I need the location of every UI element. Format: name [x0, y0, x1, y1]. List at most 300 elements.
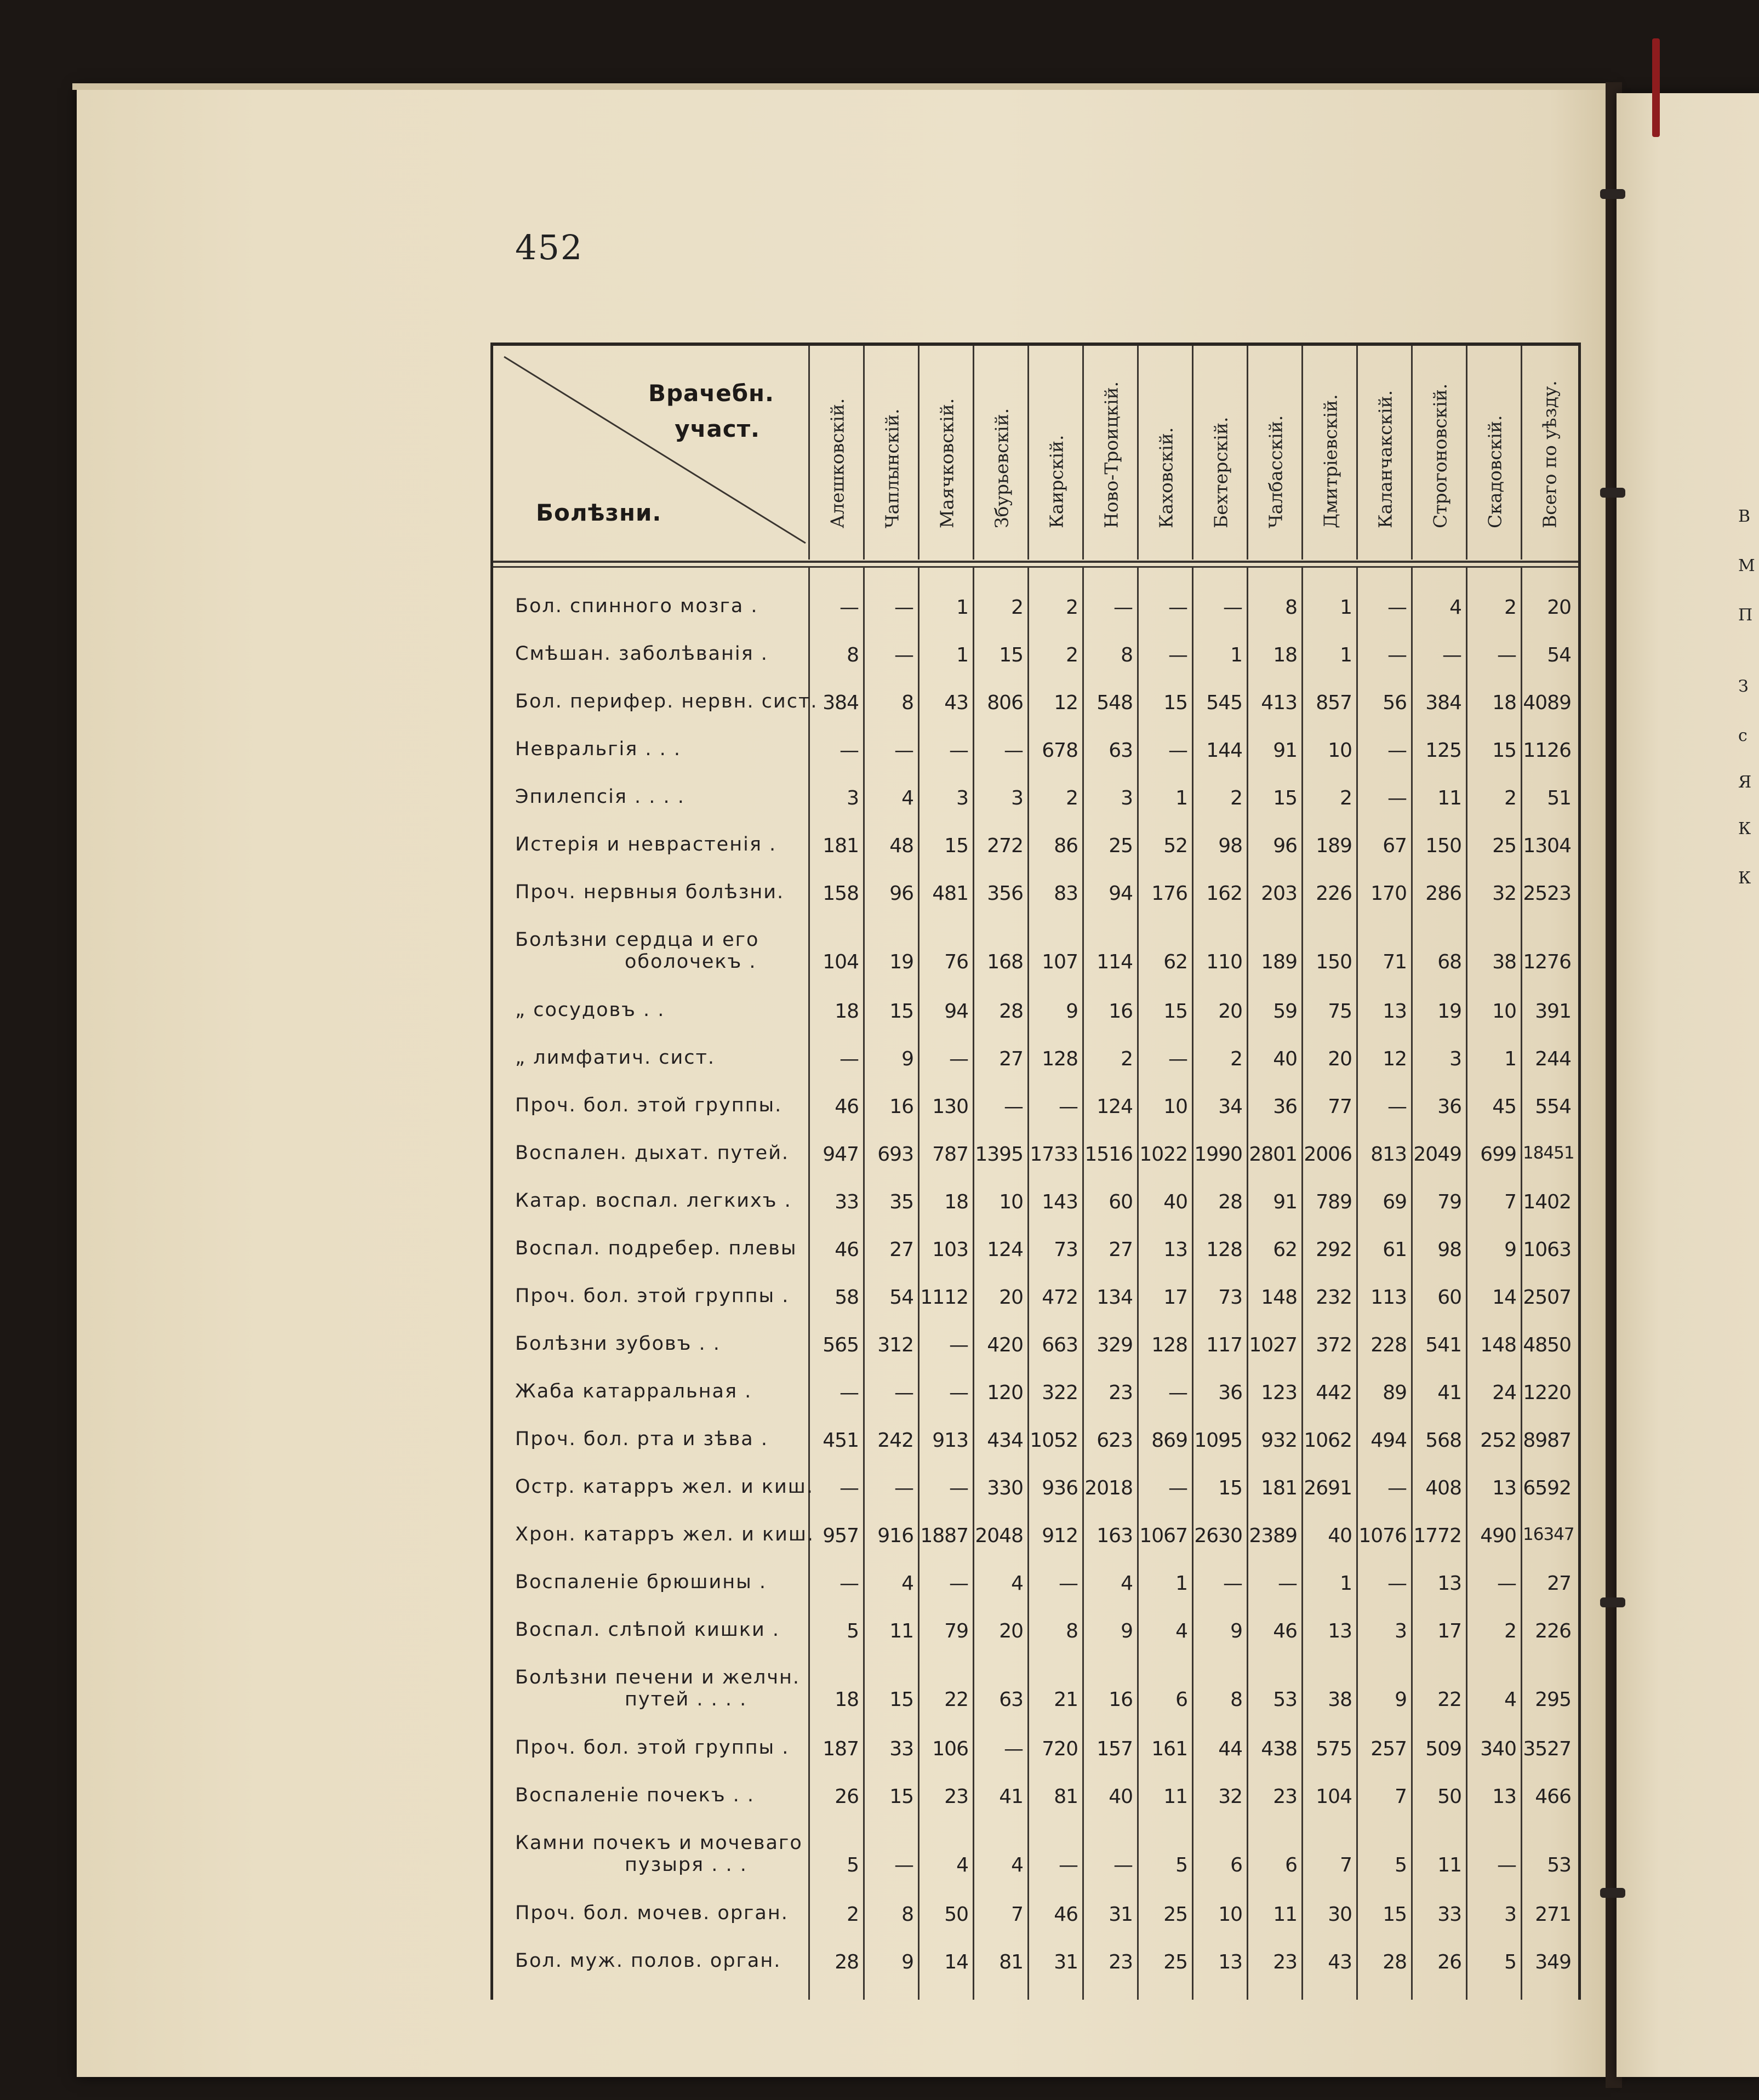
- table-cell: 117: [1206, 1334, 1242, 1356]
- table-cell: 125: [1425, 739, 1461, 762]
- table-cell: 8: [1230, 1688, 1242, 1711]
- table-cell: 16: [1109, 1688, 1133, 1711]
- table-cell: 163: [1096, 1525, 1133, 1547]
- table-cell: 27: [1109, 1239, 1133, 1261]
- table-row: [493, 1470, 1578, 1518]
- table-cell: 33: [1437, 1903, 1461, 1926]
- column-header: [1137, 346, 1193, 560]
- table-cell: —: [1223, 1572, 1242, 1595]
- table-cell: 56: [1383, 692, 1407, 714]
- table-cell: 94: [1109, 882, 1133, 905]
- row-label: [515, 834, 800, 855]
- table-cell: 10: [1492, 1000, 1516, 1023]
- row-label: [515, 691, 818, 712]
- table-cell: 23: [1273, 1785, 1297, 1808]
- table-cell: 48: [889, 835, 913, 857]
- table-cell: 2: [1340, 787, 1352, 809]
- table-cell: 38: [1328, 1688, 1352, 1711]
- table-cell: 86: [1054, 835, 1078, 857]
- table-cell: 107: [1042, 951, 1078, 973]
- table-cell: 257: [1370, 1738, 1407, 1760]
- table-cell: 7: [1504, 1191, 1516, 1213]
- column-header-label: Бехтерскій.: [1210, 416, 1232, 528]
- column-header-label: Чаплынскій.: [881, 408, 903, 528]
- table-cell: 13: [1328, 1620, 1352, 1642]
- table-row: [493, 637, 1578, 685]
- table-cell: 43: [944, 692, 968, 714]
- table-cell: 242: [877, 1429, 913, 1452]
- table-cell: 5: [847, 1620, 859, 1642]
- table-cell: 957: [823, 1525, 859, 1547]
- table-cell: 91: [1273, 739, 1297, 762]
- row-label-line: Невральгія . . .: [515, 738, 682, 760]
- table-cell: 157: [1096, 1738, 1133, 1760]
- table-cell: 813: [1370, 1143, 1407, 1166]
- row-label-line: Воспал. подребер. плевы: [515, 1237, 797, 1259]
- table-cell: 17: [1437, 1620, 1461, 1642]
- table-row: [493, 1232, 1578, 1280]
- row-label-line: Болѣзни сердца и его: [515, 929, 759, 951]
- corner-diagonal-line: [493, 346, 808, 560]
- row-label-line: Проч. бол. рта и зѣва .: [515, 1428, 769, 1450]
- table-cell: 23: [1273, 1951, 1297, 1973]
- table-cell: 52: [1163, 835, 1187, 857]
- table-cell: 9: [901, 1951, 913, 1973]
- table-cell: 384: [823, 692, 859, 714]
- table-cell: 13: [1437, 1572, 1461, 1595]
- table-cell: 25: [1492, 835, 1516, 857]
- table-cell: 15: [1218, 1477, 1242, 1499]
- row-label: [515, 1285, 800, 1307]
- table-cell: 1304: [1523, 835, 1571, 857]
- binding-clip: [1600, 1597, 1625, 1607]
- table-cell: —: [1387, 787, 1407, 809]
- table-cell: 4: [901, 787, 913, 809]
- table-cell: 113: [1370, 1286, 1407, 1309]
- table-row: [493, 876, 1578, 923]
- table-cell: 481: [932, 882, 968, 905]
- table-cell: —: [839, 1048, 859, 1070]
- table-cell: 4850: [1523, 1334, 1571, 1356]
- table-cell: —: [1497, 644, 1516, 666]
- table-cell: 7: [1340, 1854, 1352, 1876]
- right-page-letter: П: [1738, 606, 1753, 625]
- table-cell: —: [1278, 1572, 1297, 1595]
- table-cell: 76: [944, 951, 968, 973]
- table-cell: 77: [1328, 1095, 1352, 1118]
- table-cell: 8: [901, 1903, 913, 1926]
- table-cell: 130: [932, 1095, 968, 1118]
- table-row: [493, 1327, 1578, 1375]
- table-cell: 1: [1175, 787, 1187, 809]
- table-cell: 1: [1340, 596, 1352, 619]
- table-cell: 286: [1425, 882, 1461, 905]
- table-cell: 106: [932, 1738, 968, 1760]
- column-header: [918, 346, 974, 560]
- table-cell: 3527: [1523, 1738, 1571, 1760]
- row-label-line: Проч. бол. этой группы .: [515, 1737, 790, 1759]
- table-cell: —: [839, 596, 859, 619]
- table-cell: 60: [1109, 1191, 1133, 1213]
- table-cell: 50: [1437, 1785, 1461, 1808]
- table-row: [493, 1518, 1578, 1566]
- table-cell: 11: [1273, 1903, 1297, 1926]
- table-cell: 494: [1370, 1429, 1407, 1452]
- table-cell: 312: [877, 1334, 913, 1356]
- row-label: [515, 1571, 800, 1593]
- table-cell: 1063: [1523, 1239, 1571, 1261]
- row-label: [515, 643, 800, 665]
- table-cell: 23: [944, 1785, 968, 1808]
- table-cell: 322: [1042, 1382, 1078, 1404]
- table-cell: 8: [1121, 644, 1133, 666]
- table-cell: 509: [1425, 1738, 1461, 1760]
- table-cell: 3: [847, 787, 859, 809]
- table-cell: —: [1059, 1572, 1078, 1595]
- table-cell: 150: [1316, 951, 1352, 973]
- row-label: [515, 1428, 800, 1450]
- binding-clip: [1600, 1888, 1625, 1898]
- table-cell: 128: [1042, 1048, 1078, 1070]
- table-cell: 16: [1109, 1000, 1133, 1023]
- table-cell: 62: [1273, 1239, 1297, 1261]
- table-row: [493, 1041, 1578, 1089]
- table-cell: 11: [1437, 1854, 1461, 1876]
- table-row: [493, 1280, 1578, 1327]
- row-label-line: Остр. катарръ жел. и киш.: [515, 1476, 814, 1498]
- table-cell: 46: [1273, 1620, 1297, 1642]
- table-cell: 4: [1011, 1572, 1023, 1595]
- table-cell: 67: [1383, 835, 1407, 857]
- table-cell: 2: [847, 1903, 859, 1926]
- table-cell: 73: [1218, 1286, 1242, 1309]
- table-cell: 40: [1109, 1785, 1133, 1808]
- table-cell: 1027: [1249, 1334, 1297, 1356]
- table-cell: 1022: [1139, 1143, 1187, 1166]
- table-cell: 98: [1218, 835, 1242, 857]
- table-cell: 1: [956, 644, 968, 666]
- table-cell: 71: [1383, 951, 1407, 973]
- table-cell: 2: [1230, 787, 1242, 809]
- table-cell: 18: [1492, 692, 1516, 714]
- table-cell: —: [894, 644, 913, 666]
- table-cell: 128: [1206, 1239, 1242, 1261]
- table-cell: 472: [1042, 1286, 1078, 1309]
- table-cell: 15: [889, 1688, 913, 1711]
- row-label-line: Бол. муж. полов. орган.: [515, 1950, 781, 1972]
- table-cell: 1: [1504, 1048, 1516, 1070]
- table-cell: 4: [1504, 1688, 1516, 1711]
- table-cell: 2006: [1304, 1143, 1352, 1166]
- table-cell: —: [1387, 644, 1407, 666]
- table-cell: 181: [823, 835, 859, 857]
- row-label-line: Истерія и неврастенія .: [515, 834, 777, 855]
- table-cell: 408: [1425, 1477, 1461, 1499]
- table-cell: 9: [1230, 1620, 1242, 1642]
- table-cell: 5: [1395, 1854, 1407, 1876]
- column-header-label: Алешковскій.: [826, 398, 848, 528]
- table-cell: 79: [1437, 1191, 1461, 1213]
- table-cell: 2: [1066, 787, 1078, 809]
- table-cell: —: [949, 1334, 968, 1356]
- table-cell: 63: [1109, 739, 1133, 762]
- row-label: [515, 1190, 800, 1212]
- row-label-line: Камни почекъ и мочеваго: [515, 1832, 803, 1854]
- table-cell: 176: [1151, 882, 1187, 905]
- table-cell: 94: [944, 1000, 968, 1023]
- table-cell: 20: [1218, 1000, 1242, 1023]
- right-page-letter: с: [1738, 726, 1747, 745]
- table-cell: 44: [1218, 1738, 1242, 1760]
- table-cell: —: [839, 1382, 859, 1404]
- row-label-line: Катар. воспал. легкихъ .: [515, 1190, 792, 1212]
- table-cell: 434: [987, 1429, 1023, 1452]
- table-cell: 232: [1316, 1286, 1352, 1309]
- table-cell: 15: [944, 835, 968, 857]
- table-cell: 10: [999, 1191, 1023, 1213]
- table-cell: 170: [1370, 882, 1407, 905]
- table-cell: 33: [889, 1738, 913, 1760]
- table-cell: 271: [1535, 1903, 1571, 1926]
- table-cell: 36: [1437, 1095, 1461, 1118]
- table-cell: 23: [1109, 1951, 1133, 1973]
- table-cell: 1052: [1030, 1429, 1078, 1452]
- table-cell: 40: [1273, 1048, 1297, 1070]
- table-cell: 168: [987, 951, 1023, 973]
- table-cell: 8: [847, 644, 859, 666]
- table-row: [493, 733, 1578, 780]
- row-label-line: Болѣзни зубовъ . .: [515, 1333, 721, 1355]
- row-label-line: „ лимфатич. сист.: [515, 1047, 715, 1069]
- table-cell: 162: [1206, 882, 1242, 905]
- table-cell: 40: [1163, 1191, 1187, 1213]
- table-cell: 13: [1492, 1477, 1516, 1499]
- table-cell: 41: [999, 1785, 1023, 1808]
- table-cell: 18451: [1523, 1143, 1574, 1163]
- row-label: [515, 881, 800, 903]
- table-cell: 73: [1054, 1239, 1078, 1261]
- table-cell: —: [949, 1477, 968, 1499]
- row-label: [515, 1667, 800, 1710]
- table-cell: 50: [944, 1903, 968, 1926]
- table-cell: 41: [1437, 1382, 1461, 1404]
- table-cell: —: [1113, 1854, 1133, 1876]
- table-cell: —: [1387, 739, 1407, 762]
- table-cell: 38: [1492, 951, 1516, 973]
- table-cell: —: [1387, 596, 1407, 619]
- table-row: [493, 1137, 1578, 1184]
- table-cell: 15: [889, 1785, 913, 1808]
- table-cell: 20: [999, 1620, 1023, 1642]
- table-cell: 568: [1425, 1429, 1461, 1452]
- corner-label-diseases: Болѣзни.: [536, 499, 662, 526]
- table-cell: 2523: [1523, 882, 1571, 905]
- table-cell: 2: [1230, 1048, 1242, 1070]
- table-cell: 15: [1163, 1000, 1187, 1023]
- row-label: [515, 999, 800, 1021]
- table-cell: —: [949, 739, 968, 762]
- row-label-line-2: путей . . . .: [625, 1688, 747, 1710]
- row-label-line: Воспаленіе почекъ . .: [515, 1784, 755, 1806]
- table-cell: —: [894, 1477, 913, 1499]
- table-cell: —: [949, 1382, 968, 1404]
- table-cell: 226: [1535, 1620, 1571, 1642]
- table-cell: 5: [847, 1854, 859, 1876]
- table-cell: 18: [1273, 644, 1297, 666]
- table-cell: 81: [999, 1951, 1023, 1973]
- table-cell: 13: [1218, 1951, 1242, 1973]
- row-label-line: Проч. бол. этой группы.: [515, 1094, 783, 1116]
- row-label: [515, 1737, 800, 1759]
- table-cell: 693: [877, 1143, 913, 1166]
- table-cell: 14: [1492, 1286, 1516, 1309]
- table-cell: 7: [1011, 1903, 1023, 1926]
- table-cell: —: [1059, 1095, 1078, 1118]
- table-cell: 2630: [1194, 1525, 1242, 1547]
- column-header: [973, 346, 1029, 560]
- column-header-label: Чалбасскій.: [1265, 415, 1287, 528]
- table-cell: 1220: [1523, 1382, 1571, 1404]
- table-cell: 23: [1109, 1382, 1133, 1404]
- table-cell: 936: [1042, 1477, 1078, 1499]
- table-cell: —: [839, 1572, 859, 1595]
- table-row: [493, 1423, 1578, 1470]
- table-cell: 150: [1425, 835, 1461, 857]
- table-cell: 391: [1535, 1000, 1571, 1023]
- column-header: [1082, 346, 1139, 560]
- table-cell: 1095: [1194, 1429, 1242, 1452]
- table-cell: 181: [1261, 1477, 1297, 1499]
- table-cell: 9: [1504, 1239, 1516, 1261]
- column-header: [1192, 346, 1248, 560]
- table-cell: 25: [1163, 1903, 1187, 1926]
- table-cell: 21: [1054, 1688, 1078, 1711]
- table-cell: 1067: [1139, 1525, 1187, 1547]
- table-cell: 31: [1054, 1951, 1078, 1973]
- table-cell: 11: [1437, 787, 1461, 809]
- table-cell: 857: [1316, 692, 1352, 714]
- table-cell: 103: [932, 1239, 968, 1261]
- table-cell: 1: [1340, 644, 1352, 666]
- table-row: [493, 1779, 1578, 1827]
- table-cell: 869: [1151, 1429, 1187, 1452]
- table-cell: 13: [1492, 1785, 1516, 1808]
- table-row: [493, 780, 1578, 828]
- table-cell: 75: [1328, 1000, 1352, 1023]
- table-cell: 36: [1273, 1095, 1297, 1118]
- table-cell: 161: [1151, 1738, 1187, 1760]
- table-cell: 384: [1425, 692, 1461, 714]
- row-label-line: Болѣзни печени и желчн.: [515, 1667, 801, 1688]
- table-cell: 30: [1328, 1903, 1352, 1926]
- table-cell: 272: [987, 835, 1023, 857]
- table-cell: 53: [1547, 1854, 1571, 1876]
- table-row: [493, 1731, 1578, 1779]
- row-label-line: Хрон. катарръ жел. и киш.: [515, 1523, 815, 1545]
- table-cell: 46: [1054, 1903, 1078, 1926]
- table-cell: —: [839, 1477, 859, 1499]
- right-page-letter: Я: [1738, 773, 1752, 792]
- column-header-label: Всего по уѣзду.: [1539, 380, 1561, 528]
- row-label: [515, 1832, 803, 1876]
- table-cell: 340: [1480, 1738, 1516, 1760]
- table-cell: 2049: [1413, 1143, 1461, 1166]
- row-label-line: Бол. перифер. нервн. сист.: [515, 691, 818, 712]
- row-label: [515, 738, 800, 760]
- table-cell: 554: [1535, 1095, 1571, 1118]
- table-cell: 110: [1206, 951, 1242, 973]
- table-cell: 34: [1218, 1095, 1242, 1118]
- table-cell: —: [1497, 1572, 1516, 1595]
- binding-clip: [1600, 488, 1625, 498]
- table-cell: 3: [1449, 1048, 1461, 1070]
- table-cell: —: [1004, 1095, 1023, 1118]
- row-label-line-2: оболочекъ .: [625, 951, 757, 973]
- table-row: [493, 1827, 1578, 1897]
- table-cell: 20: [999, 1286, 1023, 1309]
- row-label-line: Жаба катарральная .: [515, 1380, 752, 1402]
- table-cell: 25: [1163, 1951, 1187, 1973]
- table-cell: 2048: [975, 1525, 1023, 1547]
- table-cell: 104: [1316, 1785, 1352, 1808]
- table-cell: 1276: [1523, 951, 1571, 973]
- table-cell: 3: [1395, 1620, 1407, 1642]
- table-cell: 96: [1273, 835, 1297, 857]
- table-cell: —: [1387, 1572, 1407, 1595]
- table-cell: 292: [1316, 1239, 1352, 1261]
- column-header: [1247, 346, 1303, 560]
- table-cell: 17: [1163, 1286, 1187, 1309]
- table-cell: 46: [835, 1239, 859, 1261]
- column-header-label: Каирскій.: [1046, 435, 1067, 528]
- table-cell: —: [1442, 644, 1461, 666]
- table-cell: 5: [1504, 1951, 1516, 1973]
- table-cell: 158: [823, 882, 859, 905]
- table-cell: 18: [944, 1191, 968, 1213]
- table-cell: 3: [1121, 787, 1133, 809]
- table-cell: 2: [1504, 596, 1516, 619]
- table-cell: 8: [901, 692, 913, 714]
- table-cell: 53: [1273, 1688, 1297, 1711]
- table-cell: 16: [889, 1095, 913, 1118]
- table-cell: —: [1223, 596, 1242, 619]
- table-cell: 228: [1370, 1334, 1407, 1356]
- table-cell: 104: [823, 951, 859, 973]
- table-cell: 81: [1054, 1785, 1078, 1808]
- row-label-line: „ сосудовъ . .: [515, 999, 665, 1021]
- table-cell: 1402: [1523, 1191, 1571, 1213]
- table-cell: 1733: [1030, 1143, 1078, 1166]
- table-cell: 15: [1383, 1903, 1407, 1926]
- table-cell: 2: [1011, 596, 1023, 619]
- table-cell: 4089: [1523, 692, 1571, 714]
- column-header-label: Ново-Троицкій.: [1100, 381, 1122, 528]
- column-header-label: Каховскій.: [1155, 427, 1177, 528]
- table-cell: 24: [1492, 1382, 1516, 1404]
- table-cell: 442: [1316, 1382, 1352, 1404]
- table-cell: 4: [901, 1572, 913, 1595]
- table-cell: 26: [1437, 1951, 1461, 1973]
- table-cell: 8: [1285, 596, 1297, 619]
- table-cell: 4: [956, 1854, 968, 1876]
- table-cell: —: [1059, 1854, 1078, 1876]
- column-header: [1027, 346, 1084, 560]
- table-cell: 330: [987, 1477, 1023, 1499]
- table-cell: 96: [889, 882, 913, 905]
- table-cell: 15: [1163, 692, 1187, 714]
- table-cell: 372: [1316, 1334, 1352, 1356]
- table-cell: 295: [1535, 1688, 1571, 1711]
